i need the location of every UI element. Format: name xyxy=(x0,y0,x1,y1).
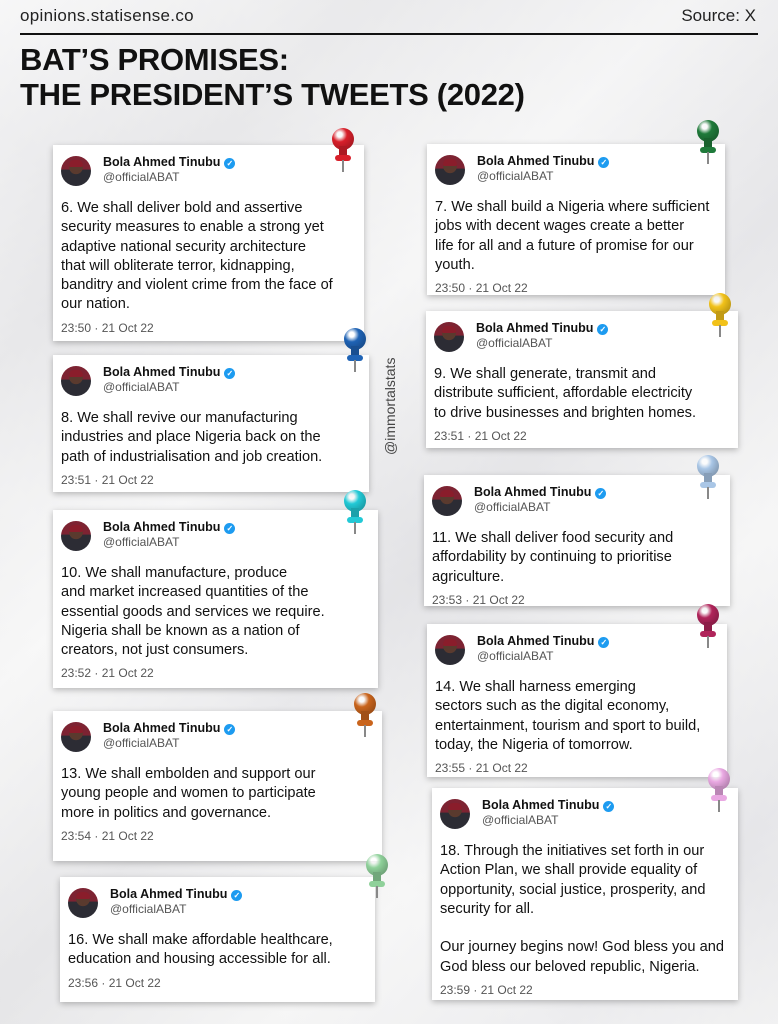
verified-badge-icon: ✓ xyxy=(595,488,606,499)
tweet-text: 13. We shall embolden and support our young people and women to participate more in politics and governance. xyxy=(61,766,316,821)
pushpin-icon xyxy=(344,490,366,534)
tweet-timestamp[interactable]: 23:56 · 21 Oct 22 xyxy=(68,975,161,990)
tweet-timestamp[interactable]: 23:59 · 21 Oct 22 xyxy=(440,983,533,998)
tweet-card-8[interactable] xyxy=(53,355,369,492)
pushpin-icon xyxy=(354,693,376,737)
author-handle[interactable]: @officialABAT xyxy=(477,169,554,183)
tweet-text: 18. Through the initiatives set forth in our Action Plan, we shall provide equality of opportunity, social justice, prosperity, and security for all. Our journey begins now! God bless you and God bless our beloved republic, Nigeria. xyxy=(440,843,724,975)
author-name[interactable]: Bola Ahmed Tinubu xyxy=(477,154,595,168)
watermark-handle: @immortalstats xyxy=(382,357,398,455)
tweet-timestamp[interactable]: 23:53 · 21 Oct 22 xyxy=(432,592,525,607)
tweet-timestamp[interactable]: 23:51 · 21 Oct 22 xyxy=(434,428,527,443)
tweet-card-13[interactable] xyxy=(53,711,382,861)
author-name[interactable]: Bola Ahmed Tinubu xyxy=(103,155,221,169)
author-name[interactable]: Bola Ahmed Tinubu xyxy=(482,798,600,812)
tweet-card-11[interactable] xyxy=(424,475,730,606)
tweet-card-18[interactable] xyxy=(432,788,738,1000)
author-name[interactable]: Bola Ahmed Tinubu xyxy=(103,721,221,735)
top-bar xyxy=(0,0,778,32)
page-title xyxy=(20,42,525,112)
pushpin-icon xyxy=(708,768,730,812)
verified-badge-icon: ✓ xyxy=(598,637,609,648)
avatar[interactable] xyxy=(432,486,462,516)
author-handle[interactable]: @officialABAT xyxy=(477,649,554,663)
author-name[interactable]: Bola Ahmed Tinubu xyxy=(477,634,595,648)
tweet-timestamp[interactable]: 23:54 · 21 Oct 22 xyxy=(61,828,154,843)
pushpin-icon xyxy=(709,293,731,337)
avatar[interactable] xyxy=(434,322,464,352)
author-name[interactable]: Bola Ahmed Tinubu xyxy=(103,365,221,379)
title-line-1: BAT’S PROMISES: xyxy=(20,42,289,77)
tweet-card-6[interactable] xyxy=(53,145,364,341)
author-handle[interactable]: @officialABAT xyxy=(474,500,551,514)
verified-badge-icon: ✓ xyxy=(224,368,235,379)
tweet-text: 16. We shall make affordable healthcare, education and housing accessible for all. xyxy=(68,932,333,968)
author-handle[interactable]: @officialABAT xyxy=(110,902,187,916)
author-handle[interactable]: @officialABAT xyxy=(103,380,180,394)
tweet-card-16[interactable] xyxy=(60,877,375,1002)
pushpin-icon xyxy=(366,854,388,898)
tweet-timestamp[interactable]: 23:51 · 21 Oct 22 xyxy=(61,472,154,487)
author-handle[interactable]: @officialABAT xyxy=(482,813,559,827)
verified-badge-icon: ✓ xyxy=(224,724,235,735)
pushpin-icon xyxy=(344,328,366,372)
author-handle[interactable]: @officialABAT xyxy=(476,336,553,350)
author-handle[interactable]: @officialABAT xyxy=(103,535,180,549)
tweet-card-9[interactable] xyxy=(426,311,738,448)
author-handle[interactable]: @officialABAT xyxy=(103,736,180,750)
tweet-card-14[interactable] xyxy=(427,624,727,777)
verified-badge-icon: ✓ xyxy=(224,523,235,534)
verified-badge-icon: ✓ xyxy=(224,158,235,169)
tweet-text: 10. We shall manufacture, produce and market increased quantities of the essential goods and services we require. Nigeria shall be known as a nation of creators, not just consumers. xyxy=(61,565,325,659)
avatar[interactable] xyxy=(61,521,91,551)
author-name[interactable]: Bola Ahmed Tinubu xyxy=(103,520,221,534)
tweet-text: 7. We shall build a Nigeria where sufficient jobs with decent wages create a better life for all and a future of promise for our youth. xyxy=(435,199,710,273)
verified-badge-icon: ✓ xyxy=(603,801,614,812)
verified-badge-icon: ✓ xyxy=(597,324,608,335)
tweet-text: 8. We shall revive our manufacturing industries and place Nigeria back on the path of industrialisation and job creation. xyxy=(61,410,323,465)
avatar[interactable] xyxy=(61,722,91,752)
author-name[interactable]: Bola Ahmed Tinubu xyxy=(476,321,594,335)
pushpin-icon xyxy=(332,128,354,172)
tweet-card-10[interactable] xyxy=(53,510,378,688)
tweet-timestamp[interactable]: 23:50 · 21 Oct 22 xyxy=(61,320,154,335)
tweet-text: 6. We shall deliver bold and assertive security measures to enable a strong yet adaptive national security architecture that will obliterate terror, kidnapping, banditry and violent crime from the face of our nation. xyxy=(61,200,333,313)
pushpin-icon xyxy=(697,455,719,499)
author-name[interactable]: Bola Ahmed Tinubu xyxy=(110,887,228,901)
pushpin-icon xyxy=(697,120,719,164)
verified-badge-icon: ✓ xyxy=(231,890,242,901)
avatar[interactable] xyxy=(435,635,465,665)
avatar[interactable] xyxy=(435,155,465,185)
source-label: Source: X xyxy=(681,6,756,25)
site-url[interactable]: opinions.statisense.co xyxy=(20,6,194,25)
avatar[interactable] xyxy=(61,366,91,396)
pushpin-icon xyxy=(697,604,719,648)
tweet-timestamp[interactable]: 23:52 · 21 Oct 22 xyxy=(61,666,154,681)
author-name[interactable]: Bola Ahmed Tinubu xyxy=(474,485,592,499)
header-divider xyxy=(20,33,758,35)
tweet-timestamp[interactable]: 23:50 · 21 Oct 22 xyxy=(435,281,528,296)
avatar[interactable] xyxy=(61,156,91,186)
tweet-timestamp[interactable]: 23:55 · 21 Oct 22 xyxy=(435,761,528,776)
avatar[interactable] xyxy=(68,888,98,918)
avatar[interactable] xyxy=(440,799,470,829)
tweet-text: 11. We shall deliver food security and affordability by continuing to prioritise agriculture. xyxy=(432,530,674,585)
tweet-text: 9. We shall generate, transmit and distribute sufficient, affordable electricity to drive businesses and brighten homes. xyxy=(434,366,697,421)
author-handle[interactable]: @officialABAT xyxy=(103,170,180,184)
verified-badge-icon: ✓ xyxy=(598,157,609,168)
title-line-2: THE PRESIDENT’S TWEETS (2022) xyxy=(20,77,525,112)
tweet-text: 14. We shall harness emerging sectors such as the digital economy, entertainment, tourism and sport to build, today, the Nigeria of tomorrow. xyxy=(435,679,701,753)
tweet-card-7[interactable] xyxy=(427,144,725,295)
